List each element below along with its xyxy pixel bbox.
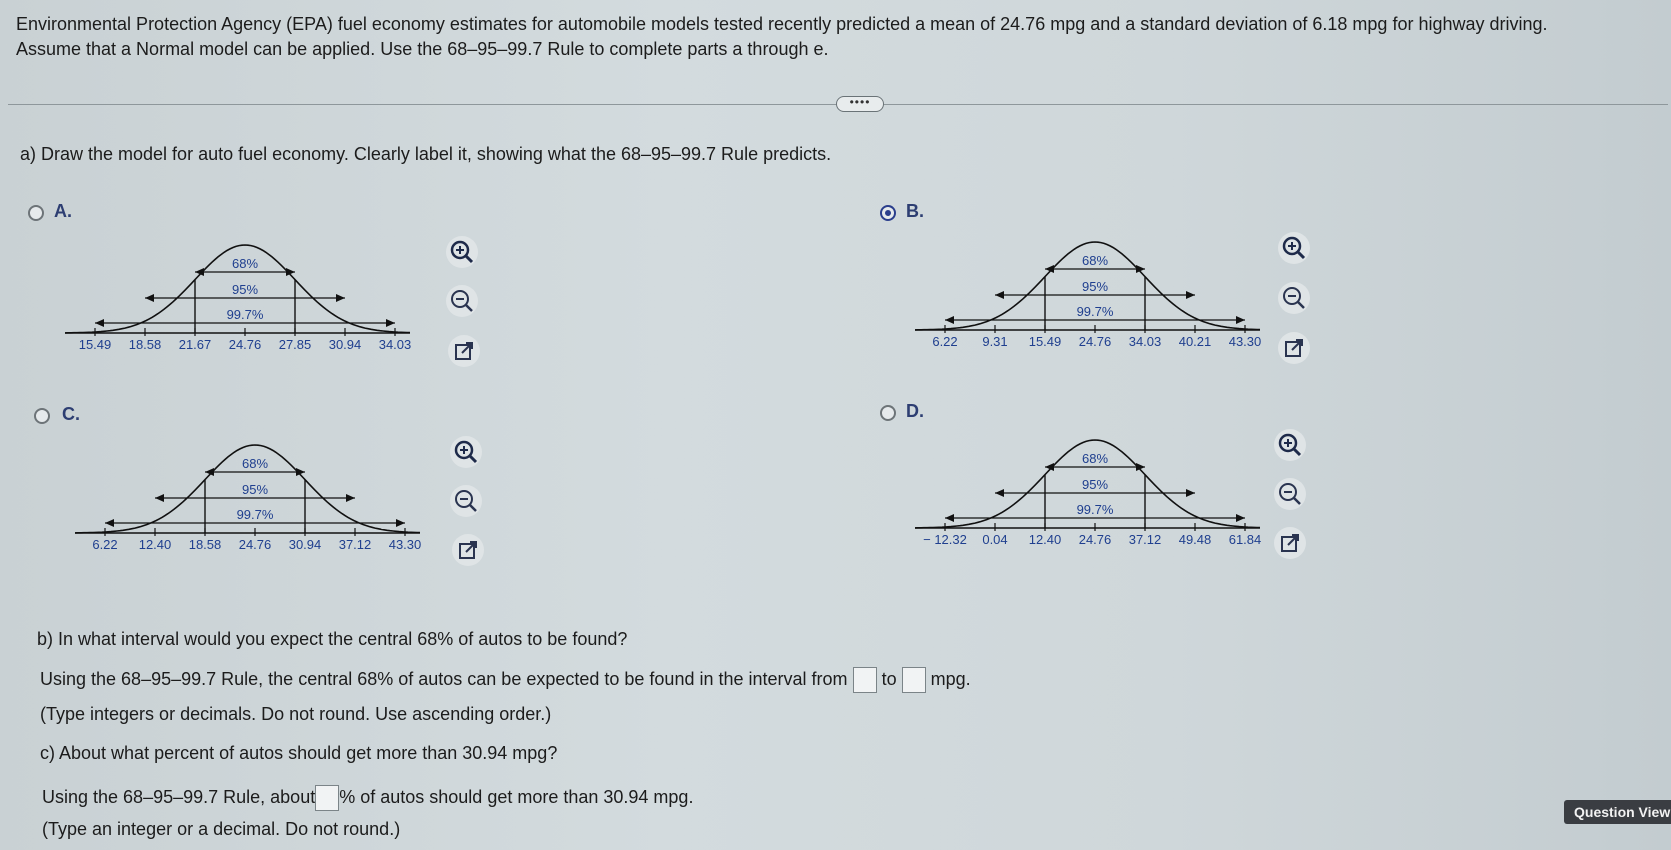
option-a-zoom-in-icon[interactable] [446,236,478,268]
band-label: 99.7% [1076,502,1114,517]
tick-label: 18.58 [128,337,162,352]
tick-label: 37.12 [338,537,372,552]
band-label: 95% [231,282,259,297]
problem-statement [16,12,1666,62]
band-label: 68% [241,456,269,471]
part-b-instruction: (Type integers or decimals. Do not round. Use ascending order.) [40,704,552,724]
band-arrow-left [945,316,954,324]
tick-label: 61.84 [1228,532,1262,547]
tick-label: 9.31 [982,334,1008,349]
tick-label: − 12.32 [923,532,967,547]
problem-statement-line-1: Environmental Protection Agency (EPA) fuel economy estimates for automobile models tested recently predicted a mean of 24.76 mpg and a standard deviation of 6.18 mpg for highway driving. [16,14,1548,34]
tick-label: 15.49 [78,337,112,352]
tick-label: 15.49 [1028,334,1062,349]
band-arrow-right [396,519,405,527]
tick-label: 40.21 [1178,334,1212,349]
tick-label: 43.30 [388,537,422,552]
tick-label: 37.12 [1128,532,1162,547]
tick-label: 6.22 [92,537,118,552]
option-d-open-external-icon[interactable] [1274,527,1306,559]
band-arrow-left [995,489,1004,497]
part-a-prompt: a) Draw the model for auto fuel economy. Clearly label it, showing what the 68–95–99.7 Rule predicts. [20,144,832,164]
band-label: 68% [1081,253,1109,268]
part-c-percent-input[interactable] [315,785,339,811]
tick-label: 6.22 [932,334,958,349]
option-d-zoom-out-icon[interactable] [1274,478,1306,510]
question-view-button[interactable]: Question View [1564,800,1671,824]
expand-more-button[interactable]: •••• [836,96,884,112]
part-b-answer-line [40,667,971,693]
option-d-label[interactable]: D. [906,401,924,421]
option-d-radio[interactable] [880,405,896,421]
option-c-zoom-out-icon[interactable] [450,485,482,517]
band-arrow-right [1236,514,1245,522]
band-label: 99.7% [236,507,274,522]
band-arrow-left [945,514,954,522]
part-b-from-input[interactable] [853,667,877,693]
option-b-zoom-in-icon[interactable] [1278,232,1310,264]
option-c-graph [75,435,445,575]
option-a-graph [65,235,435,375]
tick-label: 12.40 [1028,532,1062,547]
option-a-open-external-icon[interactable] [448,335,480,367]
tick-label: 34.03 [378,337,412,352]
tick-label: 24.76 [238,537,272,552]
option-a-radio[interactable] [28,205,44,221]
band-arrow-right [386,319,395,327]
option-a-zoom-out-icon[interactable] [446,285,478,317]
part-b-to-word: to [881,669,897,689]
band-arrow-left [145,294,154,302]
part-b-prompt: b) In what interval would you expect the central 68% of autos to be found? [37,629,628,649]
band-arrow-right [336,294,345,302]
band-label: 99.7% [226,307,264,322]
part-c-answer-line [42,785,693,811]
band-arrow-left [95,319,104,327]
tick-label: 24.76 [228,337,262,352]
part-c-sentence-start: Using the 68–95–99.7 Rule, about [42,787,316,807]
option-c-label[interactable]: C. [62,404,80,424]
band-label: 95% [1081,279,1109,294]
option-c-open-external-icon[interactable] [452,534,484,566]
band-label: 95% [1081,477,1109,492]
band-arrow-right [1186,489,1195,497]
problem-statement-line-2: Assume that a Normal model can be applied. Use the 68–95–99.7 Rule to complete parts a through e. [16,39,829,59]
part-b-to-input[interactable] [902,667,926,693]
tick-label: 34.03 [1128,334,1162,349]
tick-label: 0.04 [982,532,1008,547]
tick-label: 24.76 [1078,334,1112,349]
option-b-open-external-icon[interactable] [1278,332,1310,364]
tick-label: 27.85 [278,337,312,352]
option-a-label[interactable]: A. [54,201,72,221]
tick-label: 49.48 [1178,532,1212,547]
option-c-zoom-in-icon[interactable] [450,436,482,468]
tick-label: 21.67 [178,337,212,352]
band-label: 99.7% [1076,304,1114,319]
tick-label: 30.94 [288,537,322,552]
part-c-prompt: c) About what percent of autos should get more than 30.94 mpg? [40,743,558,763]
band-label: 95% [241,482,269,497]
band-arrow-left [155,494,164,502]
band-arrow-right [1186,291,1195,299]
part-b-unit: mpg. [930,669,971,689]
option-b-radio[interactable] [880,205,896,221]
band-arrow-right [346,494,355,502]
option-d-zoom-in-icon[interactable] [1274,429,1306,461]
tick-label: 18.58 [188,537,222,552]
part-c-instruction: (Type an integer or a decimal. Do not round.) [42,819,401,839]
band-arrow-right [1236,316,1245,324]
tick-label: 24.76 [1078,532,1112,547]
tick-label: 30.94 [328,337,362,352]
part-c-sentence-end: % of autos should get more than 30.94 mpg. [339,787,694,807]
band-label: 68% [231,256,259,271]
option-b-label[interactable]: B. [906,201,924,221]
option-b-graph [915,232,1285,372]
option-d-graph [915,430,1285,570]
band-arrow-left [105,519,114,527]
option-c-radio[interactable] [34,408,50,424]
tick-label: 12.40 [138,537,172,552]
band-label: 68% [1081,451,1109,466]
part-b-sentence: Using the 68–95–99.7 Rule, the central 68% of autos can be expected to be found in the interval from [40,669,848,689]
tick-label: 43.30 [1228,334,1262,349]
option-b-zoom-out-icon[interactable] [1278,282,1310,314]
band-arrow-left [995,291,1004,299]
